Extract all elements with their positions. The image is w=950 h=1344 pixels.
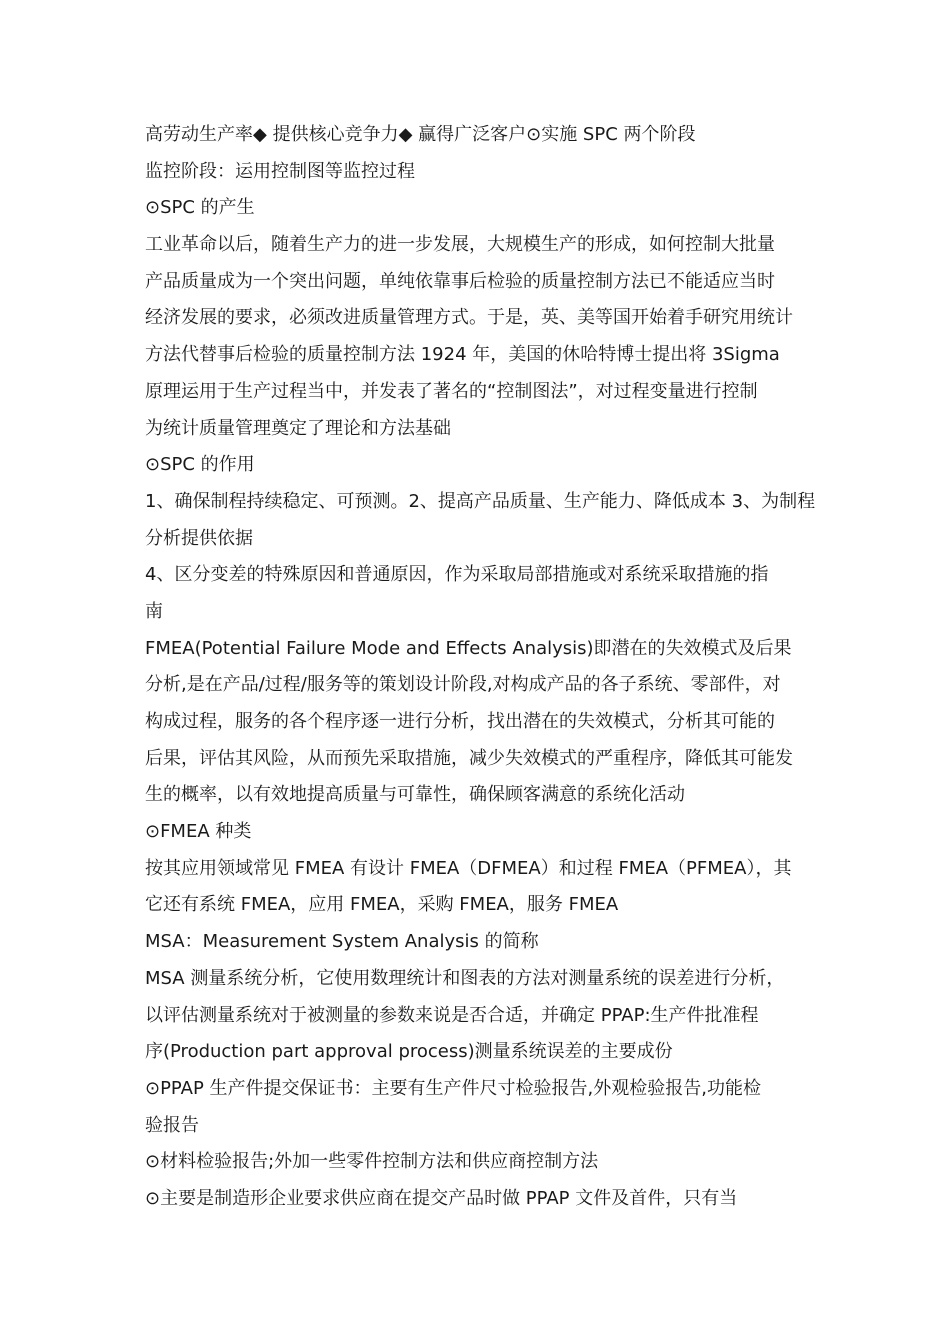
text-line: 1、确保制程持续稳定、可预测。2、提高产品质量、生产能力、降低成本 3、为制程 [145, 490, 815, 512]
text-line: MSA 测量系统分析，它使用数理统计和图表的方法对测量系统的误差进行分析， [145, 967, 785, 989]
text-line: 为统计质量管理奠定了理论和方法基础 [145, 417, 451, 439]
text-line: 产品质量成为一个突出问题，单纯依靠事后检验的质量控制方法已不能适应当时 [145, 270, 775, 292]
section-heading: ⊙SPC 的作用 [145, 454, 255, 476]
text-line: MSA：Measurement System Analysis 的简称 [145, 931, 539, 953]
text-line: 南 [145, 600, 163, 622]
section-heading: ⊙FMEA 种类 [145, 821, 252, 843]
text-line: 高劳动生产率◆ 提供核心竞争力◆ 赢得广泛客户⊙实施 SPC 两个阶段 [145, 124, 696, 145]
section-heading: ⊙主要是制造形企业要求供应商在提交产品时做 PPAP 文件及首件，只有当 [145, 1187, 738, 1209]
text-line: 原理运用于生产过程当中，并发表了著名的“控制图法”，对过程变量进行控制 [145, 380, 758, 402]
text-line: FMEA(Potential Failure Mode and Effects Analysis)即潜在的失效模式及后果 [145, 637, 792, 659]
text-line: 以评估测量系统对于被测量的参数来说是否合适，并确定 PPAP:生产件批准程 [145, 1004, 759, 1026]
section-heading: ⊙PPAP 生产件提交保证书：主要有生产件尺寸检验报告,外观检验报告,功能检 [145, 1077, 761, 1099]
text-line: 监控阶段：运用控制图等监控过程 [145, 160, 415, 182]
text-line: 4、区分变差的特殊原因和普通原因，作为采取局部措施或对系统采取措施的指 [145, 564, 769, 586]
section-heading: ⊙SPC 的产生 [145, 197, 255, 219]
text-line: 构成过程，服务的各个程序逐一进行分析，找出潜在的失效模式，分析其可能的 [145, 711, 775, 732]
text-line: 它还有系统 FMEA，应用 FMEA，采购 FMEA，服务 FMEA [145, 894, 619, 916]
text-line: 经济发展的要求，必须改进质量管理方式。于是，英、美等国开始着手研究用统计 [145, 307, 793, 329]
text-line: 验报告 [145, 1114, 199, 1136]
text-line: 分析,是在产品/过程/服务等的策划设计阶段,对构成产品的各子系统、零部件，对 [145, 674, 781, 696]
text-line: 按其应用领域常见 FMEA 有设计 FMEA（DFMEA）和过程 FMEA（PFMEA），其 [145, 857, 792, 879]
text-line: 工业革命以后，随着生产力的进一步发展，大规模生产的形成，如何控制大批量 [145, 234, 775, 256]
section-heading: ⊙材料检验报告;外加一些零件控制方法和供应商控制方法 [145, 1151, 599, 1173]
document-body [145, 117, 815, 1218]
text-line: 方法代替事后检验的质量控制方法 1924 年，美国的休哈特博士提出将 3Sigma [145, 344, 780, 366]
text-line: 序(Production part approval process)测量系统误差的主要成份 [145, 1041, 673, 1063]
text-line: 生的概率，以有效地提高质量与可靠性，确保顾客满意的系统化活动 [145, 784, 685, 806]
text-line: 后果，评估其风险，从而预先采取措施，减少失效模式的严重程序，降低其可能发 [145, 747, 793, 769]
text-line: 分析提供依据 [145, 527, 253, 549]
